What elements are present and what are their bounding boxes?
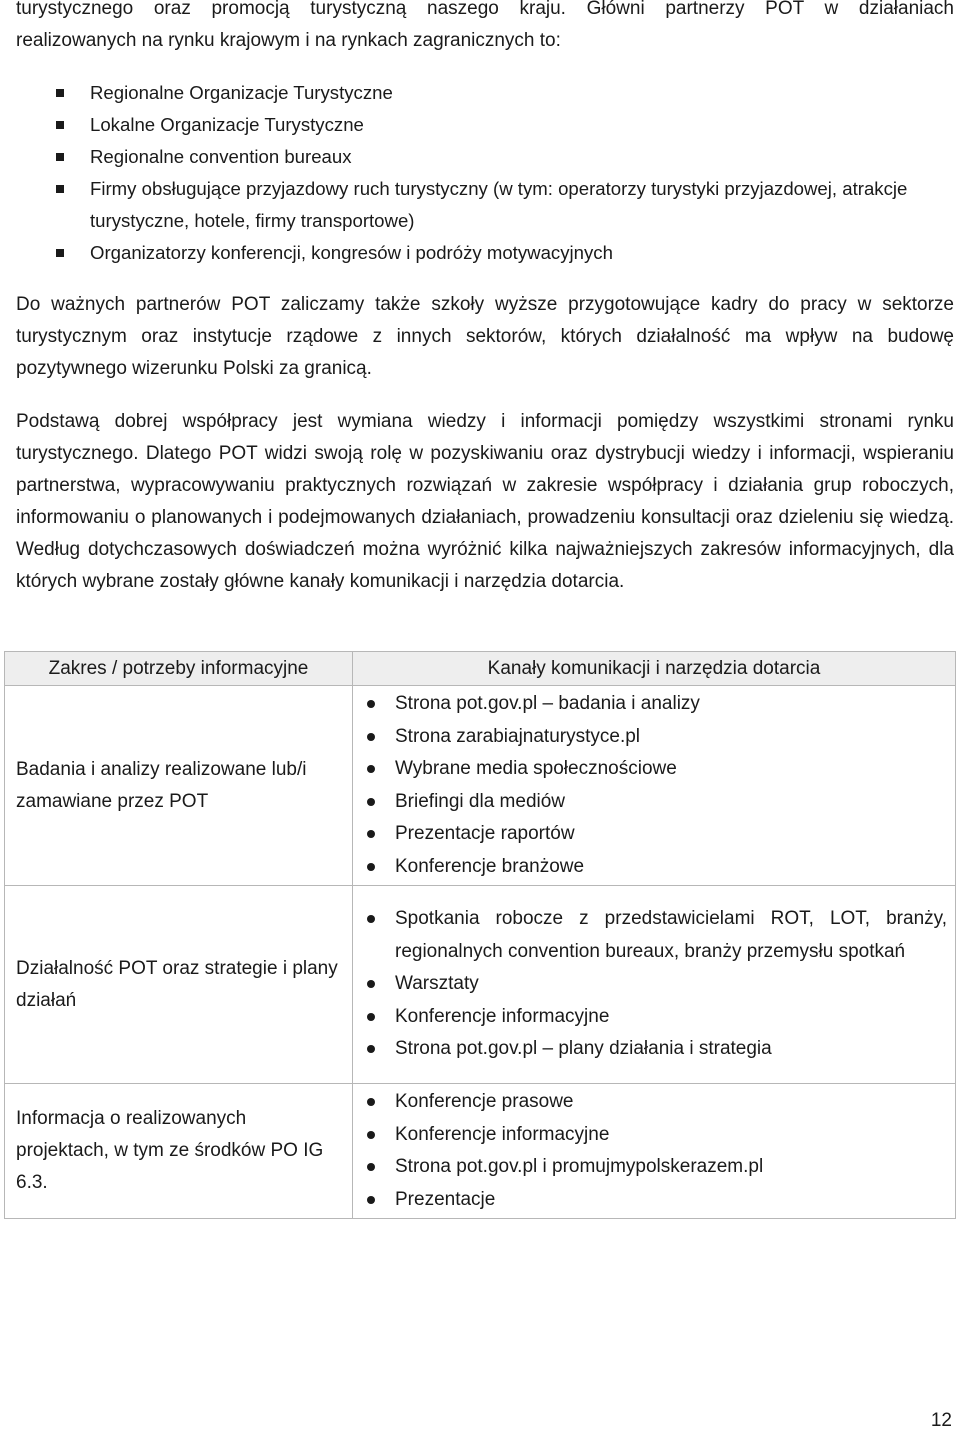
bullet-icon xyxy=(367,798,375,806)
bullet-icon xyxy=(367,830,375,838)
channels-cell xyxy=(353,686,956,886)
list-item: Warsztaty xyxy=(353,968,947,1001)
list-item: Konferencje informacyjne xyxy=(353,1119,947,1152)
bullet-icon xyxy=(367,980,375,988)
table-row xyxy=(5,886,956,1084)
list-item: Lokalne Organizacje Turystyczne xyxy=(56,109,956,141)
paragraph-cooperation: Podstawą dobrej współpracy jest wymiana wiedzy i informacji pomiędzy wszystkimi stronami rynku turystycznego. Dlatego POT widzi swoją rolę w pozyskiwaniu oraz dystrybucji wiedzy i informacji, wspieraniu partnerstwa, wypracowywaniu praktycznych rozwiązań w zakresie współpracy i działania grup roboczych, informowaniu o planowanych i podejmowanych działaniach, prowadzeniu konsultacji oraz dzieleniu się wiedzą. Według dotychczasowych doświadczeń można wyróżnić kilka najważniejszych zakresów informacyjnych, dla których wybrane zostały główne kanały komunikacji i narzędzia dotarcia. xyxy=(16,411,954,592)
header-scope: Zakres / potrzeby informacyjne xyxy=(5,652,353,686)
scope-cell: Informacja o realizowanych projektach, w tym ze środków PO IG 6.3. xyxy=(5,1084,353,1219)
list-item: Briefingi dla mediów xyxy=(353,786,947,819)
partner-list xyxy=(56,77,956,269)
list-item: Regionalne convention bureaux xyxy=(56,141,956,173)
square-bullet-icon xyxy=(56,185,64,193)
list-item: Strona pot.gov.pl – badania i analizy xyxy=(353,688,947,721)
square-bullet-icon xyxy=(56,153,64,161)
header-channels: Kanały komunikacji i narzędzia dotarcia xyxy=(353,652,956,686)
list-item: Prezentacje raportów xyxy=(353,818,947,851)
scope-cell: Działalność POT oraz strategie i plany działań xyxy=(5,886,353,1084)
table-row xyxy=(5,1084,956,1219)
list-item: Wybrane media społecznościowe xyxy=(353,753,947,786)
info-channels-table xyxy=(4,651,956,1219)
bullet-icon xyxy=(367,1098,375,1106)
bullet-icon xyxy=(367,1196,375,1204)
bullet-icon xyxy=(367,765,375,773)
square-bullet-icon xyxy=(56,249,64,257)
list-item: Konferencje branżowe xyxy=(353,851,947,884)
channels-cell xyxy=(353,886,956,1084)
channel-list xyxy=(353,1084,955,1218)
square-bullet-icon xyxy=(56,89,64,97)
bullet-icon xyxy=(367,733,375,741)
bullet-icon xyxy=(367,1013,375,1021)
bullet-icon xyxy=(367,700,375,708)
scope-cell: Badania i analizy realizowane lub/i zamawiane przez POT xyxy=(5,686,353,886)
table-header-row xyxy=(5,652,956,686)
list-item: Organizatorzy konferencji, kongresów i podróży motywacyjnych xyxy=(56,237,956,269)
paragraph-partners: Do ważnych partnerów POT zaliczamy także szkoły wyższe przygotowujące kadry do pracy w sektorze turystycznym oraz instytucje rządowe z innych sektorów, których działalność ma wpływ na budowę pozytywnego wizerunku Polski za granicą. xyxy=(16,294,954,379)
bullet-icon xyxy=(367,1045,375,1053)
list-item: Firmy obsługujące przyjazdowy ruch turystyczny (w tym: operatorzy turystyki przyjazdowej, atrakcje turystyczne, hotele, firmy transportowe) xyxy=(56,173,956,237)
list-item: Spotkania robocze z przedstawicielami ROT, LOT, branży, regionalnych convention bureaux, branży przemysłu spotkań xyxy=(353,903,947,968)
list-item: Konferencje prasowe xyxy=(353,1086,947,1119)
bullet-icon xyxy=(367,915,375,923)
channels-cell xyxy=(353,1084,956,1219)
channel-list xyxy=(353,686,955,885)
bullet-icon xyxy=(367,1131,375,1139)
list-item: Strona pot.gov.pl – plany działania i strategia xyxy=(353,1033,947,1066)
bullet-icon xyxy=(367,863,375,871)
table-row xyxy=(5,686,956,886)
list-item: Prezentacje xyxy=(353,1184,947,1217)
list-item: Strona zarabiajnaturystyce.pl xyxy=(353,721,947,754)
square-bullet-icon xyxy=(56,121,64,129)
channel-list xyxy=(353,901,955,1068)
list-item: Konferencje informacyjne xyxy=(353,1001,947,1034)
list-item: Strona pot.gov.pl i promujmypolskerazem.pl xyxy=(353,1151,947,1184)
page-number: 12 xyxy=(930,1410,952,1431)
bullet-icon xyxy=(367,1163,375,1171)
intro-line-2: realizowanych na rynku krajowym i na rynkach zagranicznych to: xyxy=(16,30,561,51)
intro-line-1: turystycznego oraz promocją turystyczną naszego kraju. Główni partnerzy POT w działaniach xyxy=(16,0,954,19)
list-item: Regionalne Organizacje Turystyczne xyxy=(56,77,956,109)
